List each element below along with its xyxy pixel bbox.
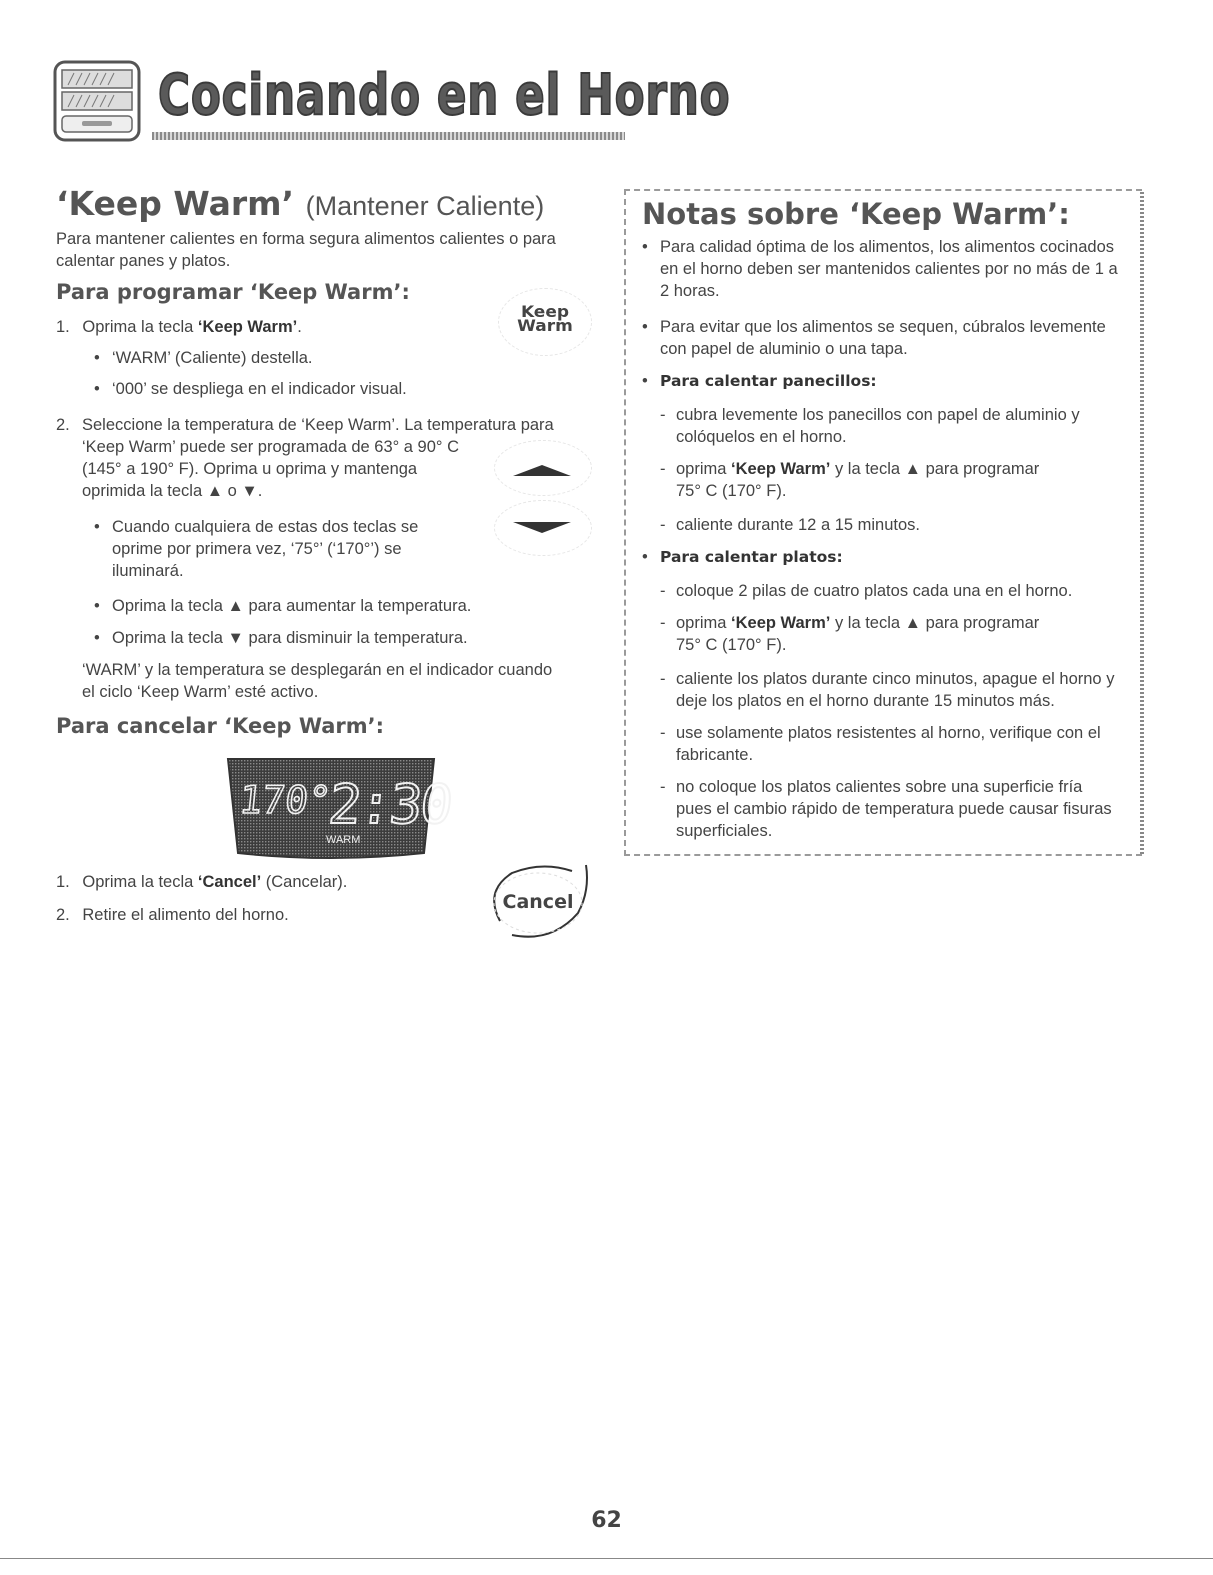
program-step-1-bullet-1: • ‘WARM’ (Caliente) destella. — [94, 349, 313, 367]
program-step-2-bullet-1: • Cuando cualquiera de estas dos teclas se oprime por primera vez, ‘75°’ (‘170°’) se iluminará. — [94, 518, 419, 580]
bottom-rule — [0, 1558, 1213, 1559]
display-mode: WARM — [326, 834, 361, 846]
down-arrow-key — [494, 500, 592, 556]
program-step-1-bullet-2: • ‘000’ se despliega en el indicador visual. — [94, 380, 407, 398]
plates-item-5: - no coloque los platos calientes sobre una superficie fría pues el cambio rápido de temperatura puede causar fisuras superficiales. — [660, 778, 1112, 840]
step-number: 1. — [56, 318, 70, 336]
program-step-2-number: 2. — [56, 416, 70, 434]
page-title: Cocinando en el Horno — [158, 63, 731, 128]
rolls-item-3: - caliente durante 12 a 15 minutos. — [660, 516, 920, 534]
rolls-heading: • Para calentar panecillos: — [642, 372, 877, 390]
notes-bullet-1: • Para calidad óptima de los alimentos, los alimentos cocinados en el horno deben ser mantenidos calientes por no más de 1 a 2 horas. — [642, 238, 1118, 300]
section-title — [56, 184, 544, 223]
section-subtitle: (Mantener Caliente) — [305, 191, 545, 221]
keep-warm-key — [498, 288, 592, 356]
section-intro: Para mantener calientes en forma segura alimentos calientes o para calentar panes y platos. — [56, 230, 556, 270]
program-step-2-bullet-3: • Oprima la tecla ▼ para disminuir la temperatura. — [94, 629, 468, 647]
plates-heading: • Para calentar platos: — [642, 548, 843, 566]
rolls-item-2: - oprima ‘Keep Warm’ y la tecla ▲ para programar 75° C (170° F). — [660, 460, 1040, 500]
notes-title: Notas sobre ‘Keep Warm’: — [642, 197, 1070, 231]
plates-item-1: - coloque 2 pilas de cuatro platos cada una en el horno. — [660, 582, 1073, 600]
display-temperature: 170° — [237, 778, 334, 822]
page-number: 62 — [591, 1508, 622, 1533]
title-underline — [152, 132, 625, 140]
program-step-2-bullet-2: • Oprima la tecla ▲ para aumentar la temperatura. — [94, 597, 472, 615]
oven-display — [226, 757, 455, 860]
cancel-key-name: ‘Cancel’ — [197, 873, 262, 891]
notes-bullet-2: • Para evitar que los alimentos se sequen, cúbralos levemente con papel de aluminio o una tapa. — [642, 318, 1106, 358]
program-after-text: ‘WARM’ y la temperatura se desplegarán en el indicador cuando el ciclo ‘Keep Warm’ esté activo. — [82, 661, 553, 701]
plates-item-4: - use solamente platos resistentes al horno, verifique con el fabricante. — [660, 724, 1101, 764]
display-time: 2:30 — [325, 773, 455, 836]
cancel-key — [482, 861, 594, 941]
cancel-heading: Para cancelar ‘Keep Warm’: — [56, 714, 385, 738]
program-step-1 — [56, 316, 302, 338]
down-triangle-icon — [509, 521, 575, 535]
up-arrow-key — [494, 440, 592, 496]
keep-warm-key-label-1: Keep — [520, 303, 570, 322]
plates-item-3: - caliente los platos durante cinco minutos, apague el horno y deje los platos en el horno durante 15 minutos más. — [660, 670, 1115, 710]
cancel-key-label: Cancel — [502, 891, 574, 913]
cancel-step-1: 1. Oprima la tecla ‘Cancel’ (Cancelar). — [56, 873, 348, 891]
program-step-2: Seleccione la temperatura de ‘Keep Warm’. La temperatura para ‘Keep Warm’ puede ser programada de 63° a 90° C (145° a 190° F). Oprima u oprima y mantenga oprimida la tecla ▲ o ▼. — [82, 416, 554, 500]
up-triangle-icon — [509, 463, 575, 477]
step-text-post: . — [297, 318, 302, 336]
rolls-item-1: - cubra levemente los panecillos con papel de aluminio y colóquelos en el horno. — [660, 406, 1080, 446]
cancel-step-2: 2. Retire el alimento del horno. — [56, 906, 289, 924]
step-text-pre: Oprima la tecla — [82, 318, 198, 336]
step-key-name: ‘Keep Warm’ — [197, 318, 298, 336]
keep-warm-key-label-2: Warm — [517, 317, 573, 336]
oven-icon — [52, 58, 144, 146]
plates-item-2: - oprima ‘Keep Warm’ y la tecla ▲ para programar 75° C (170° F). — [660, 614, 1040, 654]
program-heading: Para programar ‘Keep Warm’: — [56, 280, 410, 304]
section-title-main: ‘Keep Warm’ — [56, 184, 295, 223]
